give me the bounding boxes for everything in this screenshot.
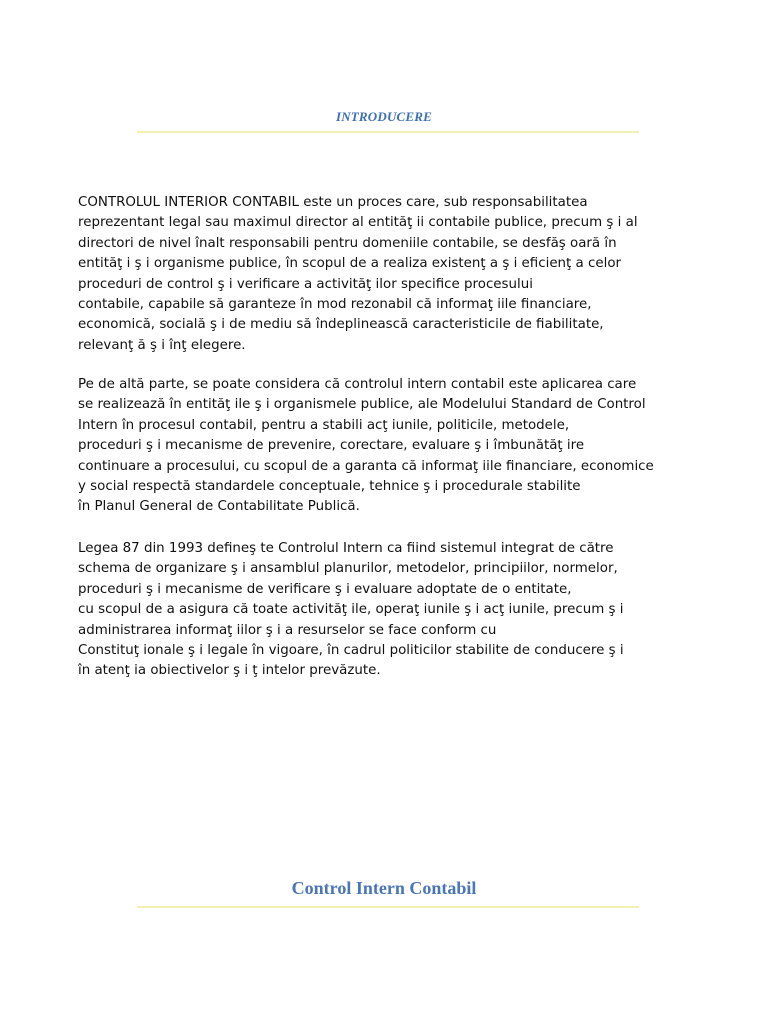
- text-line: schema de organizare ş i ansamblul planurilor, metodelor, principiilor, normelor,: [78, 561, 618, 577]
- text-line: Pe de altă parte, se poate considera că controlul intern contabil este aplicarea care: [78, 377, 637, 392]
- text-line: economică, socială ş i de mediu să îndeplinească caracteristicile de fiabilitate,: [78, 317, 604, 333]
- text-line: relevanţ ă ş i înţ elegere.: [78, 337, 246, 353]
- text-line: reprezentant legal sau maximul director al entităţ ii contabile publice, precum ş i al: [78, 215, 638, 231]
- text-line: CONTROLUL INTERIOR CONTABIL este un proces care, sub responsabilitatea: [78, 195, 588, 210]
- section-heading: INTRODUCERE: [335, 109, 433, 124]
- text-line: în Planul General de Contabilitate Publică.: [78, 499, 360, 515]
- text-line: Intern în procesul contabil, pentru a stabili acţ iunile, politicile, metodele,: [78, 417, 570, 433]
- text-line: cu scopul de a asigura că toate activităţ ile, operaţ iunile ş i acţ iunile, precum ş i: [78, 602, 624, 618]
- text-line: continuare a procesului, cu scopul de a garanta că informaţ iile financiare, economice: [78, 458, 654, 474]
- paragraph-2: [78, 375, 704, 518]
- text-line: Constituţ ionale ş i legale în vigoare, în cadrul politicilor stabilite de conducere ş i: [78, 643, 624, 659]
- paragraph-3: [78, 539, 704, 682]
- text-line: y social respectă standardele conceptuale, tehnice ş i procedurale stabilite: [78, 479, 581, 495]
- text-line: proceduri ş i mecanisme de prevenire, corectare, evaluare ş i îmbunătăţ ire: [78, 438, 585, 454]
- text-line: Legea 87 din 1993 defineş te Controlul Intern ca fiind sistemul integrat de către: [78, 541, 614, 556]
- footer-heading-underline: [137, 906, 639, 908]
- text-line: în atenţ ia obiectivelor ş i ţ intelor prevăzute.: [78, 663, 381, 679]
- heading-underline: [137, 131, 639, 133]
- text-line: contabile, capabile să garanteze în mod rezonabil că informaţ iile financiare,: [78, 297, 592, 313]
- text-line: entităţ i ş i organisme publice, în scopul de a realiza existenţ a ş i eficienţ a celor: [78, 256, 622, 272]
- text-line: proceduri de control ş i verificare a activităţ ilor specifice procesului: [78, 276, 533, 292]
- footer-heading: Control Intern Contabil: [291, 878, 477, 898]
- text-line: administrarea informaţ iilor ş i a resurselor se face conform cu: [78, 622, 497, 638]
- paragraph-1: [78, 193, 704, 356]
- text-line: directori de nivel înalt responsabili pentru domeniile contabile, se desfăş oară în: [78, 235, 617, 251]
- text-line: proceduri ş i mecanisme de verificare ş i evaluare adoptate de o entitate,: [78, 581, 572, 597]
- text-line: se realizează în entităţ ile ş i organismele publice, ale Modelului Standard de Control: [78, 397, 646, 413]
